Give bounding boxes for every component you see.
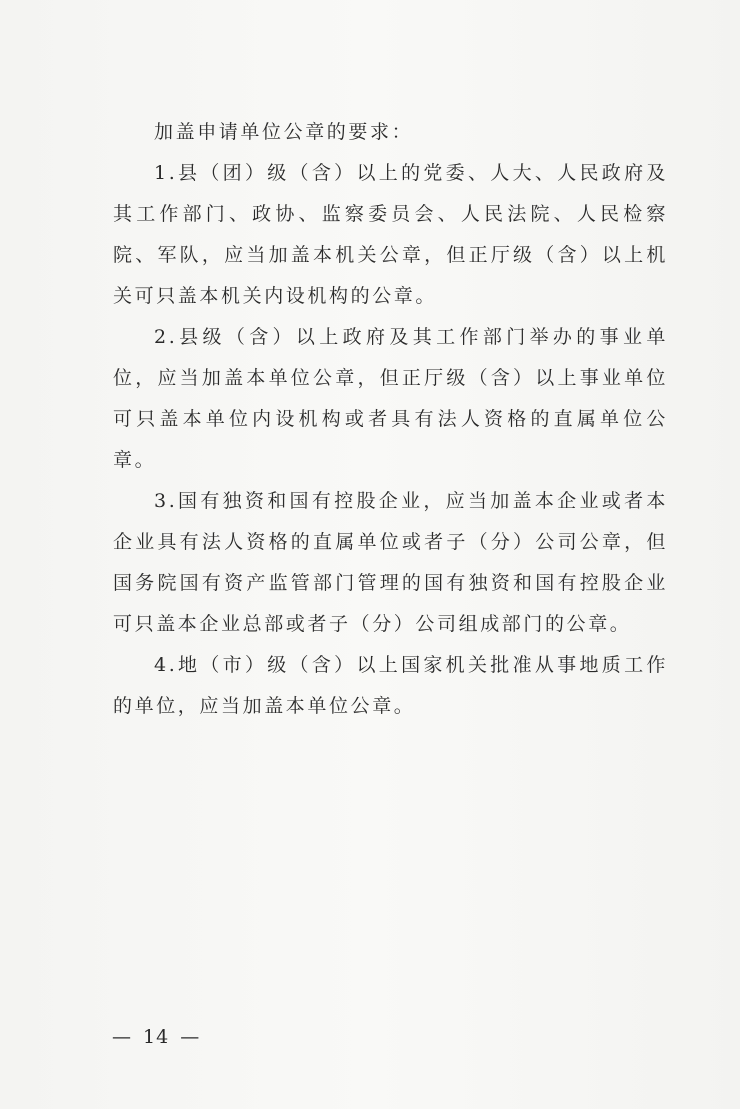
requirement-item-2: 2.县级（含）以上政府及其工作部门举办的事业单位，应当加盖本单位公章，但正厅级（含）以上事业单位可只盖本单位内设机构或者具有法人资格的直属单位公章。 xyxy=(113,326,668,471)
requirement-item-1: 1.县（团）级（含）以上的党委、人大、人民政府及其工作部门、政协、监察委员会、人民法院、人民检察院、军队，应当加盖本机关公章，但正厅级（含）以上机关可只盖本机关内设机构的公章。 xyxy=(113,162,668,307)
page-number-dash-left: — xyxy=(112,1026,132,1048)
requirements-heading: 加盖申请单位公章的要求： xyxy=(154,121,414,143)
requirement-item-4: 4.地（市）级（含）以上国家机关批准从事地质工作的单位，应当加盖本单位公章。 xyxy=(113,654,668,717)
page-number-footer xyxy=(108,1026,204,1048)
document-body xyxy=(113,112,668,727)
page-number-dash-right: — xyxy=(180,1026,201,1048)
requirement-item-3: 3.国有独资和国有控股企业，应当加盖本企业或者本企业具有法人资格的直属单位或者子（分）公司公章，但国务院国有资产监管部门管理的国有独资和国有控股企业可只盖本企业总部或者子（分）公司组成部门的公章。 xyxy=(113,490,668,635)
page-number: 14 xyxy=(143,1026,170,1048)
